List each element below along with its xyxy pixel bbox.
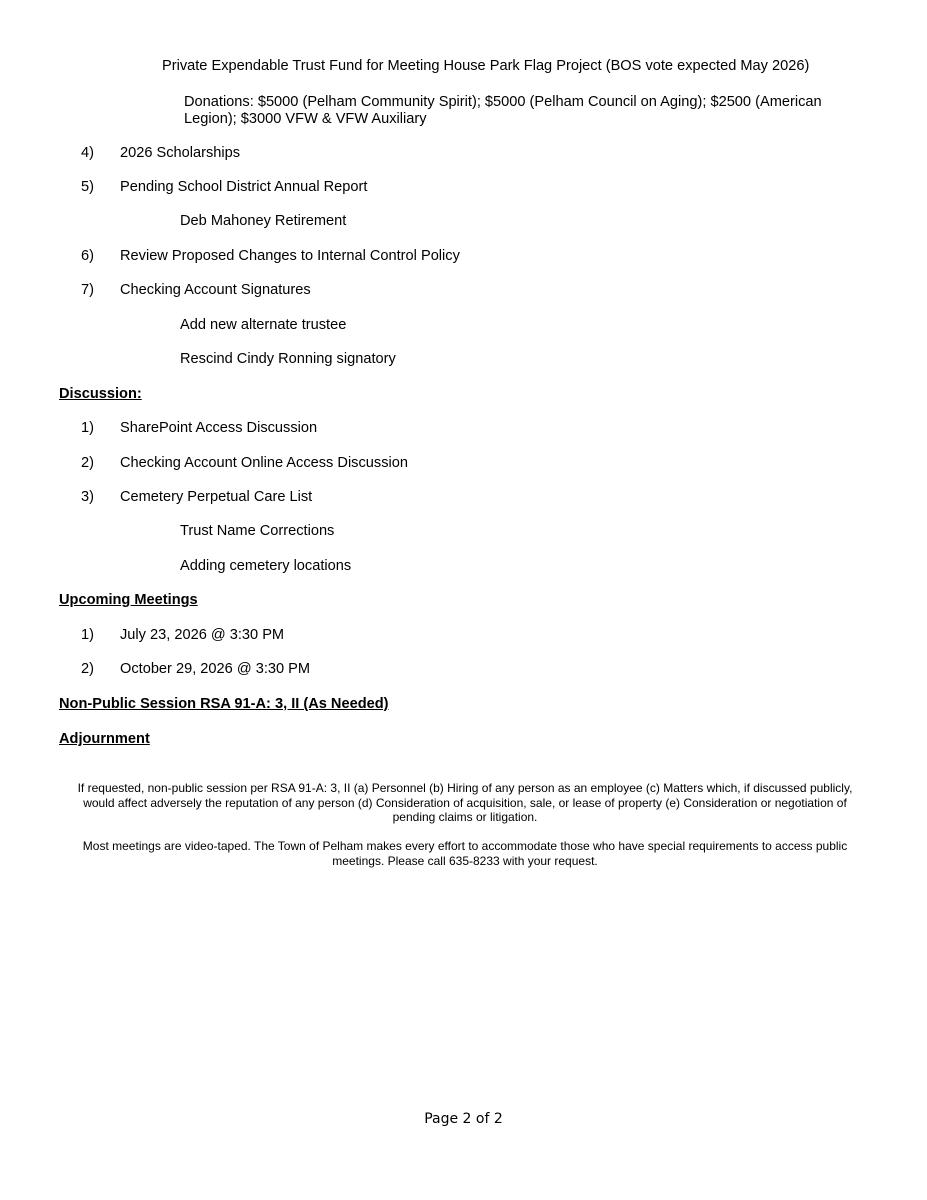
item-number: 7) xyxy=(81,282,94,298)
agenda-item-signatures: Checking Account Signatures xyxy=(120,282,311,298)
agenda-item-scholarships: 2026 Scholarships xyxy=(120,145,241,161)
item-number: 3) xyxy=(81,489,94,505)
item-number: 1) xyxy=(81,627,94,643)
item-number: 2) xyxy=(81,455,94,471)
donations-line-2: Legion); $3000 VFW & VFW Auxiliary xyxy=(184,111,427,127)
item-number: 1) xyxy=(81,420,94,436)
sub-item: Rescind Cindy Ronning signatory xyxy=(180,351,396,367)
item-number: 6) xyxy=(81,248,94,264)
sub-item: Trust Name Corrections xyxy=(180,523,335,539)
non-public-note: If requested, non-public session per RSA 91-A: 3, II (a) Personnel (b) Hiring of any person as an employee (c) Matters which, if discussed publicly, would affect adversely the reputation of any person (d) Consideration of acquisition, sale, or lease of property (e) Consideration or negotiation of pending claims or litigation. xyxy=(77,781,853,825)
sub-item: Add new alternate trustee xyxy=(180,317,347,333)
page-number: Page 2 of 2 xyxy=(424,1111,503,1127)
non-public-session-heading: Non-Public Session RSA 91-A: 3, II (As Needed) xyxy=(59,696,389,712)
video-note: Most meetings are video-taped. The Town of Pelham makes every effort to accommodate those who have special requirements to access public meetings. Please call 635-8233 with your request. xyxy=(82,839,848,868)
meeting-date: October 29, 2026 @ 3:30 PM xyxy=(120,661,311,677)
discussion-item-cemetery: Cemetery Perpetual Care List xyxy=(120,489,313,505)
item-number: 2) xyxy=(81,661,94,677)
discussion-item-online-access: Checking Account Online Access Discussion xyxy=(120,455,408,471)
donations-line-1: Donations: $5000 (Pelham Community Spirit); $5000 (Pelham Council on Aging); $2500 (American xyxy=(184,94,822,110)
trust-fund-line: Private Expendable Trust Fund for Meeting House Park Flag Project (BOS vote expected May 2026) xyxy=(162,58,810,74)
meeting-date: July 23, 2026 @ 3:30 PM xyxy=(120,627,285,643)
sub-item: Deb Mahoney Retirement xyxy=(180,213,347,229)
agenda-item-school-report: Pending School District Annual Report xyxy=(120,179,368,195)
adjournment-heading: Adjournment xyxy=(59,731,150,747)
sub-item: Adding cemetery locations xyxy=(180,558,352,574)
item-number: 5) xyxy=(81,179,94,195)
upcoming-meetings-heading: Upcoming Meetings xyxy=(59,592,198,608)
item-number: 4) xyxy=(81,145,94,161)
agenda-item-internal-control: Review Proposed Changes to Internal Control Policy xyxy=(120,248,460,264)
discussion-heading: Discussion: xyxy=(59,386,142,402)
discussion-item-sharepoint: SharePoint Access Discussion xyxy=(120,420,318,436)
